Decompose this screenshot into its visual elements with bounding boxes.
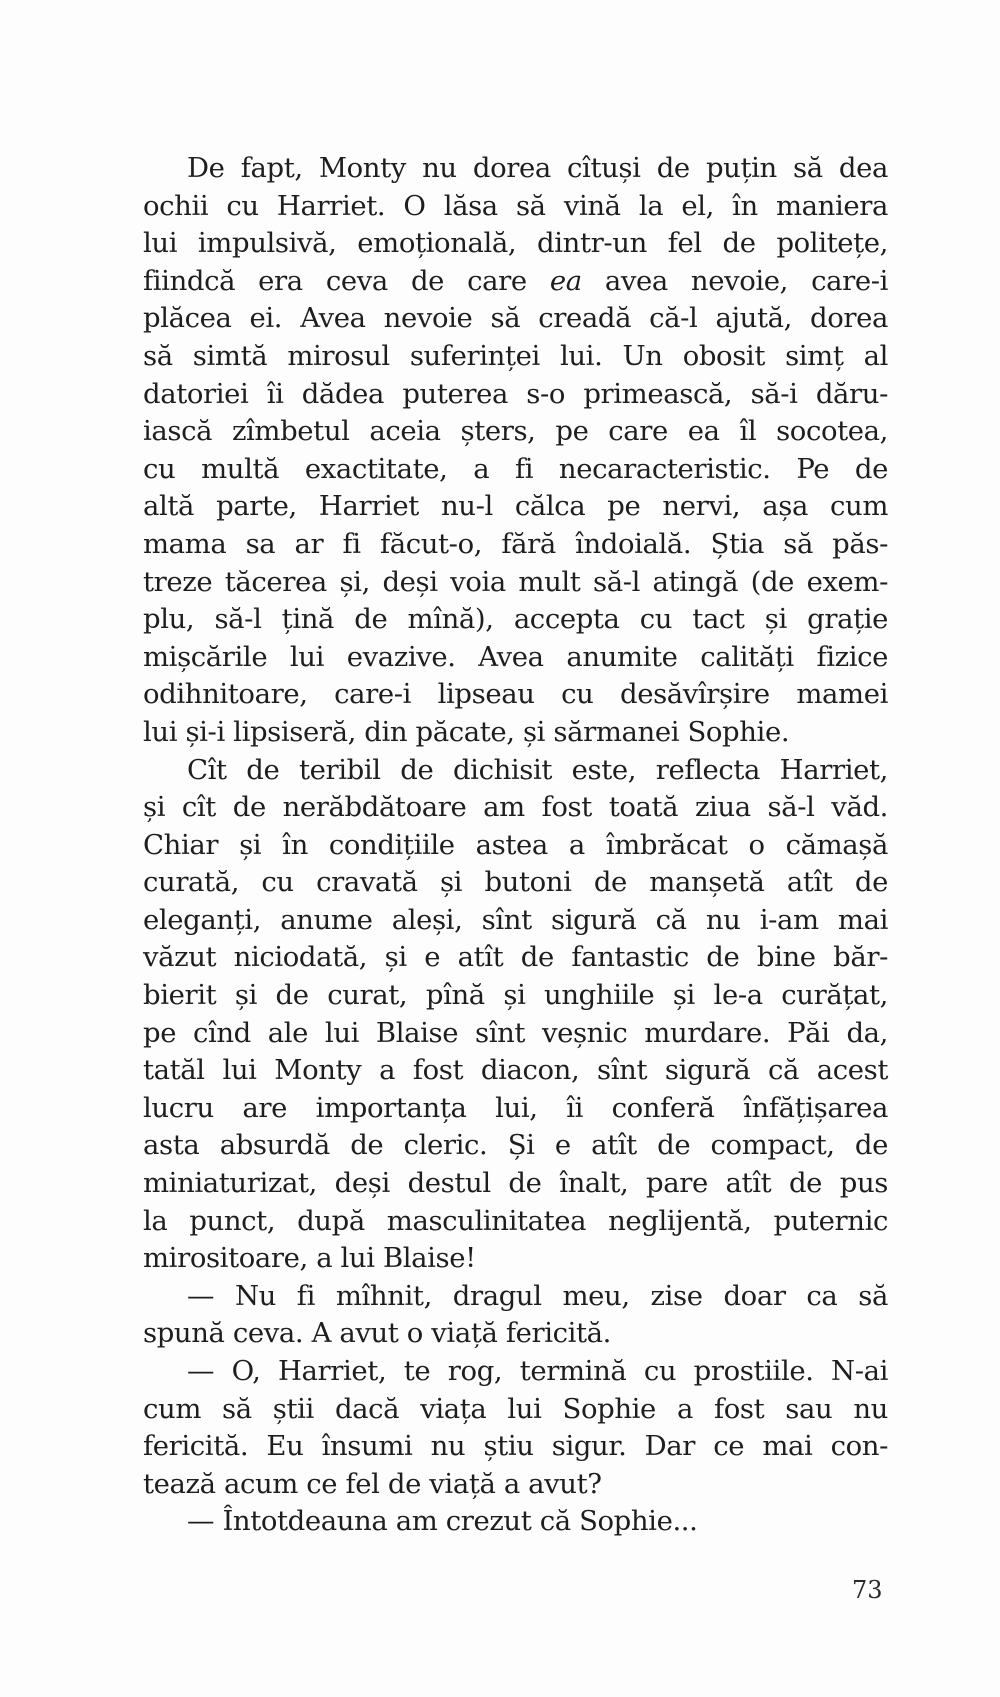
text-line: De fapt, Monty nu dorea cîtuși de puțin să dea [187, 152, 888, 184]
text-line: la punct, după masculinitatea neglijentă, puternic [143, 1204, 888, 1237]
text-line: bierit și de curat, pînă și unghiile și le-a curățat, [143, 979, 888, 1012]
paragraph [143, 1503, 888, 1541]
text-line: iască zîmbetul aceia șters, pe care ea îl socotea, [143, 415, 888, 448]
text-line: Cît de teribil de dichisit este, reflecta Harriet, [187, 753, 888, 786]
text-line: datoriei îi dădea puterea s-o primească, să-i dăru- [143, 377, 888, 410]
text-line: miniaturizat, deși destul de înalt, pare atît de pus [143, 1167, 888, 1200]
text-line: odihnitoare, care-i lipseau cu desăvîrșire mamei [143, 678, 888, 711]
text-line: mirositoare, a lui Blaise! [143, 1242, 476, 1275]
text-line: lui impulsivă, emoțională, dintr-un fel de politețe, [143, 227, 888, 260]
text-line: lucru are importanța lui, îi conferă înfățișarea [143, 1091, 888, 1124]
text-line: ochii cu Harriet. O lăsa să vină la el, în maniera [143, 189, 888, 222]
paragraph [143, 150, 888, 752]
paragraph [143, 752, 888, 1278]
text-line: tează acum ce fel de viață a avut? [143, 1467, 602, 1500]
text-line: — Întotdeauna am crezut că Sophie... [187, 1505, 698, 1538]
text-line: altă parte, Harriet nu-l călca pe nervi, așa cum [143, 490, 888, 523]
paragraph [143, 1353, 888, 1503]
text-line: pe cînd ale lui Blaise sînt veșnic murdare. Păi da, [143, 1016, 888, 1049]
text-line: plăcea ei. Avea nevoie să creadă că-l ajută, dorea [143, 302, 888, 335]
text-line: fericită. Eu însumi nu știu sigur. Dar ce mai con- [143, 1430, 888, 1463]
text-line: și cît de nerăbdătoare am fost toată ziua să-l văd. [143, 791, 888, 824]
text-line: treze tăcerea și, deși voia mult să-l atingă (de exem- [143, 565, 888, 598]
text-line: spună ceva. A avut o viață fericită. [143, 1317, 611, 1350]
text-line: asta absurdă de cleric. Și e atît de compact, de [143, 1129, 888, 1162]
text-line: Chiar și în condițiile astea a îmbrăcat o cămașă [143, 828, 888, 861]
page-number: 73 [852, 1576, 883, 1604]
text-line: mama sa ar fi făcut-o, fără îndoială. Știa să păs- [143, 527, 888, 560]
text-line: fiindcă era ceva de care ea avea nevoie, care-i [143, 264, 888, 297]
text-line: — O, Harriet, te rog, termină cu prostiile. N-ai [187, 1355, 888, 1387]
text-line: să simtă mirosul suferinței lui. Un obosit simț al [143, 339, 888, 372]
text-line: curată, cu cravată și butoni de manșetă atît de [143, 866, 888, 899]
text-line: plu, să-l țină de mînă), accepta cu tact și grație [143, 603, 888, 636]
text-line: — Nu fi mîhnit, dragul meu, zise doar ca să [187, 1279, 888, 1312]
text-line: tatăl lui Monty a fost diacon, sînt sigură că acest [143, 1054, 888, 1087]
text-line: mișcările lui evazive. Avea anumite calități fizice [143, 640, 888, 673]
text-line: văzut niciodată, și e atît de fantastic de bine băr- [143, 941, 888, 974]
body-text [143, 150, 888, 1541]
text-line: cu multă exactitate, a fi necaracteristic. Pe de [143, 452, 888, 485]
paragraph [143, 1278, 888, 1353]
text-line: lui și-i lipsiseră, din păcate, și sărmanei Sophie. [143, 715, 790, 748]
text-line: eleganți, anume aleși, sînt sigură că nu i-am mai [143, 903, 888, 936]
text-line: cum să știi dacă viața lui Sophie a fost sau nu [143, 1392, 888, 1425]
emphasis: ea [549, 264, 582, 297]
